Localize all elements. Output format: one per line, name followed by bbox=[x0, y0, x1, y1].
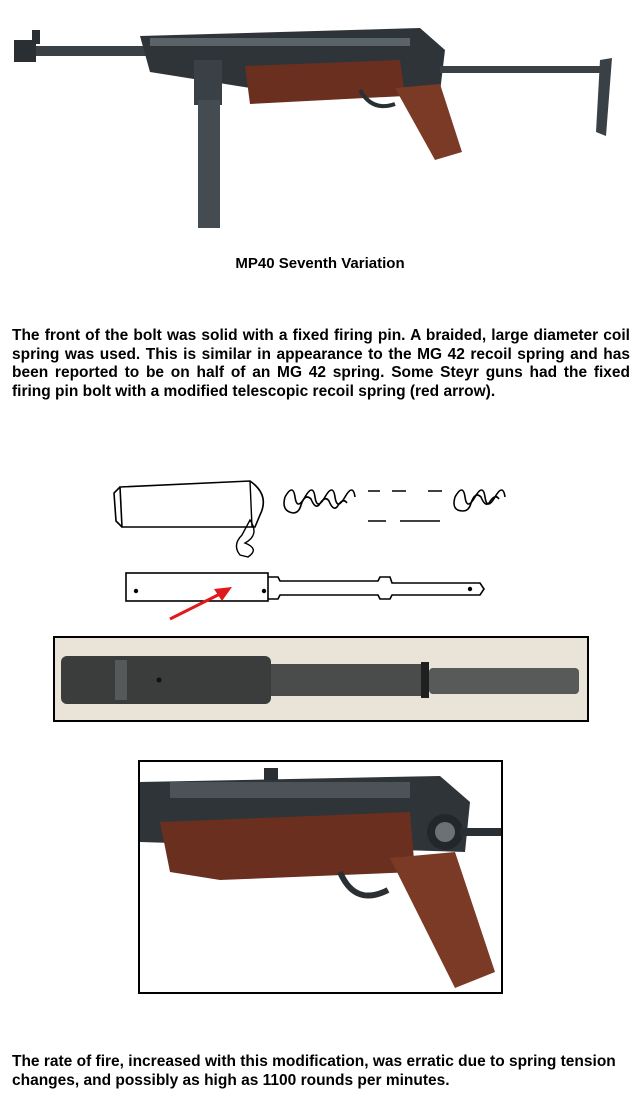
coil-spring-sketch bbox=[284, 490, 505, 521]
paragraph-bolt-description: The front of the bolt was solid with a fixed firing pin. A braided, large diameter coil spring was used. This is similar in appearance to the MG 42 recoil spring and has been reported to be on half of an MG 42 spring. Some Steyr guns had the fixed firing pin bolt with a modified telescopic recoil spring (red arrow). bbox=[12, 327, 630, 400]
receiver-photo-frame bbox=[138, 760, 503, 994]
gun-wood-panel bbox=[245, 60, 405, 104]
paragraph-rate-of-fire: The rate of fire, increased with this modification, was erratic due to spring tension changes, and possibly as high as 1100 rounds per minutes. bbox=[12, 1053, 616, 1089]
telescopic-spring-photo-frame bbox=[53, 636, 589, 722]
bolt-line-drawing bbox=[110, 465, 530, 625]
receiver-photo bbox=[140, 762, 501, 992]
red-arrow bbox=[170, 587, 232, 619]
gun-magazine-housing bbox=[194, 60, 222, 105]
telescopic-spring-sketch bbox=[126, 573, 484, 601]
receiver-pistol-grip bbox=[390, 852, 495, 988]
gun-folding-stock bbox=[440, 66, 610, 73]
bolt-sketch bbox=[120, 481, 263, 527]
gun-magazine bbox=[198, 100, 220, 228]
mp40-illustration bbox=[0, 0, 640, 250]
receiver-wood-panel bbox=[160, 812, 415, 880]
telescopic-spring-photo bbox=[55, 638, 587, 720]
gun-barrel bbox=[18, 46, 153, 56]
gun-pistol-grip bbox=[395, 84, 462, 160]
figure-caption: MP40 Seventh Variation bbox=[235, 255, 405, 272]
